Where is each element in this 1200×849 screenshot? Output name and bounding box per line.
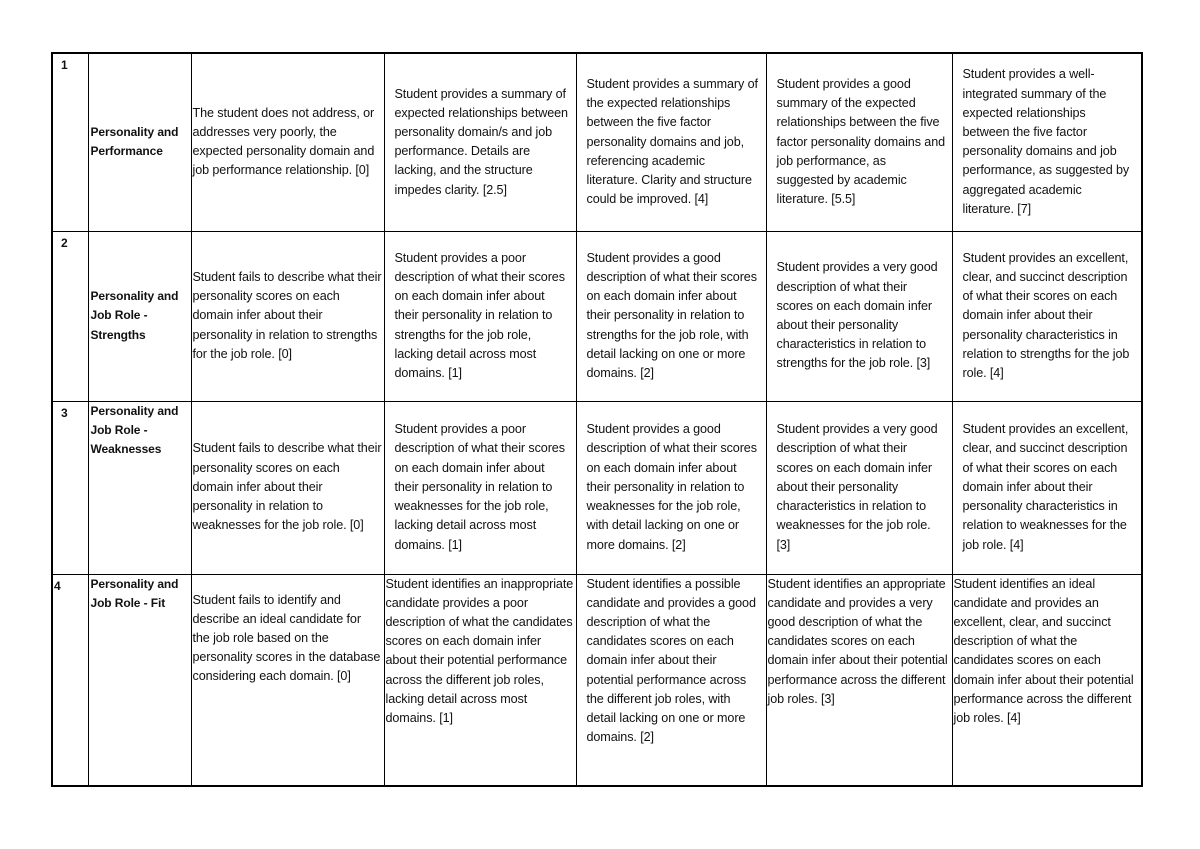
level-2-cell: Student identifies a possible candidate and provides a good description of what the candidates scores on each domain infer about their potential performance across the different job roles, with detail lacking on one or more domains. [2] bbox=[576, 574, 766, 786]
level-4-cell: Student identifies an ideal candidate and provides an excellent, clear, and succinct description of what the candidates scores on each domain infer about their potential performance across the different job roles. [4] bbox=[952, 574, 1142, 786]
row-number: 3 bbox=[52, 401, 88, 574]
level-1-cell: Student provides a poor description of what their scores on each domain infer about their personality in relation to weaknesses for the job role, lacking detail across most domains. [1] bbox=[384, 401, 576, 574]
row-number: 4 bbox=[52, 574, 88, 786]
rubric-table bbox=[51, 52, 1143, 787]
level-3-cell: Student identifies an appropriate candidate and provides a very good description of what the candidates scores on each domain infer about their potential performance across the different job roles. [3] bbox=[766, 574, 952, 786]
rubric-row bbox=[52, 231, 1142, 401]
level-3-cell: Student provides a very good description of what their scores on each domain infer about their personality characteristics in relation to strengths for the job role. [3] bbox=[766, 231, 952, 401]
level-1-cell: Student provides a poor description of what their scores on each domain infer about their personality in relation to strengths for the job role, lacking detail across most domains. [1] bbox=[384, 231, 576, 401]
level-3-cell: Student provides a very good description of what their scores on each domain infer about their personality characteristics in relation to weaknesses for the job role. [3] bbox=[766, 401, 952, 574]
level-0-cell: Student fails to describe what their personality scores on each domain infer about their personality in relation to weaknesses for the job role. [0] bbox=[191, 401, 384, 574]
level-0-cell: Student fails to identify and describe an ideal candidate for the job role based on the personality scores in the database considering each domain. [0] bbox=[191, 574, 384, 786]
row-number: 2 bbox=[52, 231, 88, 401]
level-3-cell: Student provides a good summary of the expected relationships between the five factor personality domains and job performance, as suggested by academic literature. [5.5] bbox=[766, 53, 952, 231]
criterion-label: Personality and Job Role - Weaknesses bbox=[88, 401, 191, 574]
level-4-cell: Student provides an excellent, clear, and succinct description of what their scores on each domain infer about their personality characteristics in relation to strengths for the job role. [4] bbox=[952, 231, 1142, 401]
level-0-cell: Student fails to describe what their personality scores on each domain infer about their personality in relation to strengths for the job role. [0] bbox=[191, 231, 384, 401]
criterion-label: Personality and Job Role - Fit bbox=[88, 574, 191, 786]
level-0-cell: The student does not address, or addresses very poorly, the expected personality domain and job performance relationship. [0] bbox=[191, 53, 384, 231]
level-1-cell: Student identifies an inappropriate candidate provides a poor description of what the candidates scores on each domain infer about their potential performance across the different job roles, lacking detail across most domains. [1] bbox=[384, 574, 576, 786]
level-1-cell: Student provides a summary of expected relationships between personality domain/s and job performance. Details are lacking, and the structure impedes clarity. [2.5] bbox=[384, 53, 576, 231]
level-2-cell: Student provides a good description of what their scores on each domain infer about their personality in relation to strengths for the job role, with detail lacking on one or more domains. [2] bbox=[576, 231, 766, 401]
rubric-row bbox=[52, 574, 1142, 786]
level-4-cell: Student provides an excellent, clear, and succinct description of what their scores on each domain infer about their personality characteristics in relation to weaknesses for the job role. [4] bbox=[952, 401, 1142, 574]
level-2-cell: Student provides a summary of the expected relationships between the five factor personality domains and job, referencing academic literature. Clarity and structure could be improved. [4] bbox=[576, 53, 766, 231]
rubric-row bbox=[52, 401, 1142, 574]
level-2-cell: Student provides a good description of what their scores on each domain infer about their personality in relation to weaknesses for the job role, with detail lacking on one or more domains. [2] bbox=[576, 401, 766, 574]
rubric-row bbox=[52, 53, 1142, 231]
level-4-cell: Student provides a well-integrated summary of the expected relationships between the five factor personality domains and job performance, as suggested by aggregated academic literature. [7] bbox=[952, 53, 1142, 231]
row-number: 1 bbox=[52, 53, 88, 231]
criterion-label: Personality and Performance bbox=[88, 53, 191, 231]
criterion-label: Personality and Job Role - Strengths bbox=[88, 231, 191, 401]
